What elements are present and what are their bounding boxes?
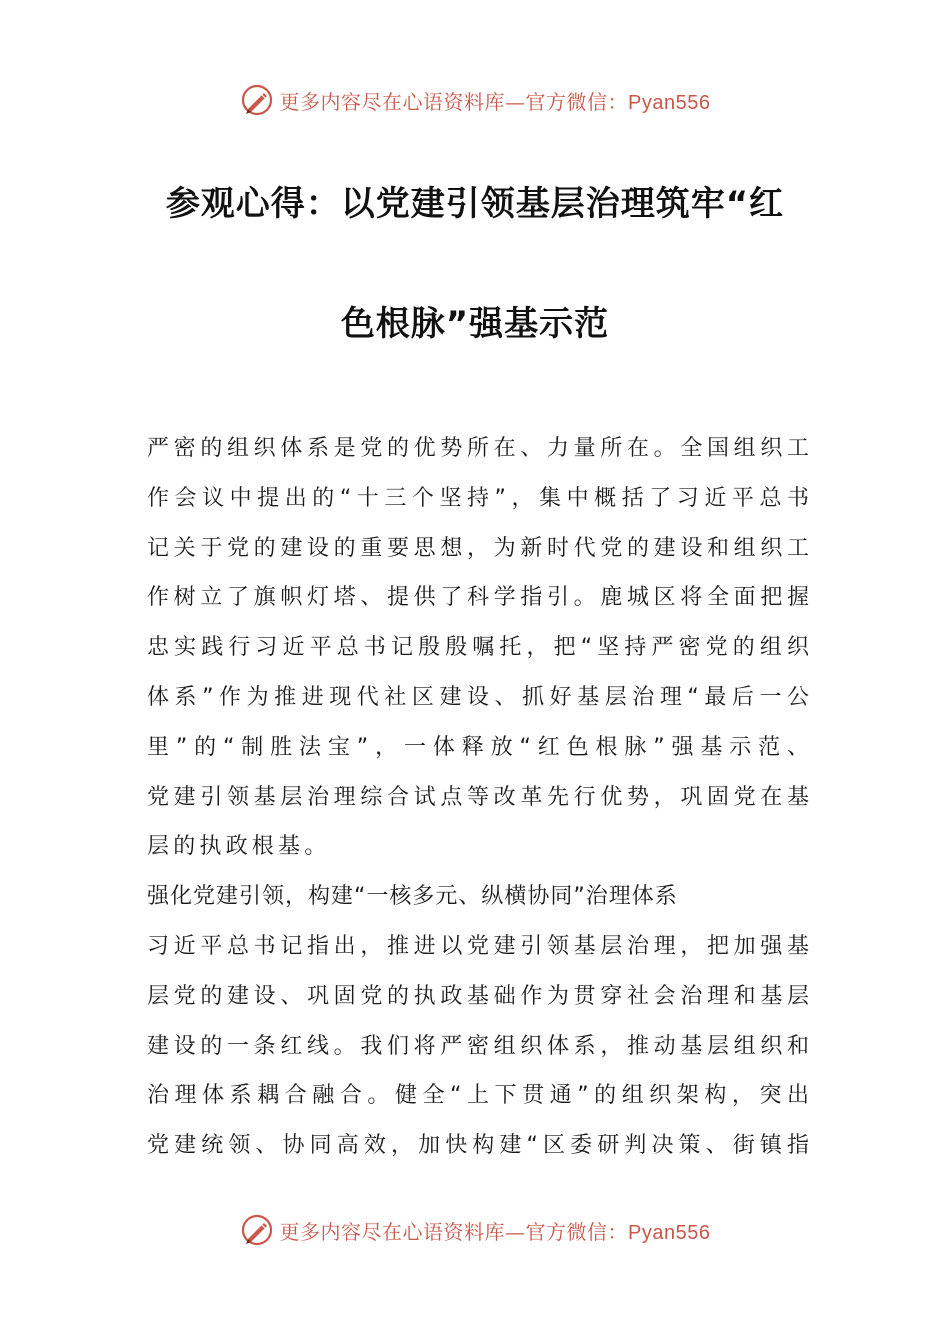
banner-text: 更多内容尽在心语资料库—官方微信：Pyan556 (279, 1219, 711, 1244)
body-line: 建设的一条红线。我们将严密组织体系，推动基层组织和 (147, 1033, 809, 1059)
page-title-line-1: 参观心得：以党建引领基层治理筑牢“红 (165, 184, 785, 224)
body-line: 层党的建设、巩固党的执政基础作为贯穿社会治理和基层 (147, 983, 809, 1009)
body-line: 体系”作为推进现代社区建设、抓好基层治理“最后一公 (147, 684, 809, 710)
body-line: 层的执政根基。 (147, 834, 331, 860)
body-line: 党建统领、协同高效，加快构建“区委研判决策、街镇指 (147, 1133, 809, 1159)
body-line: 忠实践行习近平总书记殷殷嘱托，把“坚持严密党的组织 (147, 635, 809, 661)
pen-logo-icon (240, 83, 274, 117)
wechat-id: Pyan556 (628, 1221, 711, 1244)
article-body (147, 424, 809, 1171)
pen-logo-icon (240, 1213, 274, 1247)
wechat-id: Pyan556 (628, 91, 711, 114)
body-line: 作树立了旗帜灯塔、提供了科学指引。鹿城区将全面把握 (147, 585, 809, 611)
body-line: 严密的组织体系是党的优势所在、力量所在。全国组织工 (147, 436, 809, 461)
header-banner (0, 80, 950, 120)
banner-text: 更多内容尽在心语资料库—官方微信：Pyan556 (279, 89, 711, 114)
body-line: 习近平总书记指出，推进以党建引领基层治理，把加强基 (147, 933, 809, 959)
body-line: 里”的“制胜法宝”，一体释放“红色根脉”强基示范、 (147, 734, 809, 760)
body-line: 党建引领基层治理综合试点等改革先行优势，巩固党在基 (147, 784, 809, 810)
footer-banner (0, 1210, 950, 1250)
body-line: 记关于党的建设的重要思想，为新时代党的建设和组织工 (147, 535, 809, 561)
body-line: 作会议中提出的“十三个坚持”，集中概括了习近平总书 (147, 485, 809, 511)
body-line: 治理体系耦合融合。健全“上下贯通”的组织架构，突出 (147, 1083, 809, 1109)
section-heading: 强化党建引领，构建“一核多元、纵横协同”治理体系 (147, 884, 678, 910)
page-title-line-2: 色根脉”强基示范 (340, 304, 610, 344)
